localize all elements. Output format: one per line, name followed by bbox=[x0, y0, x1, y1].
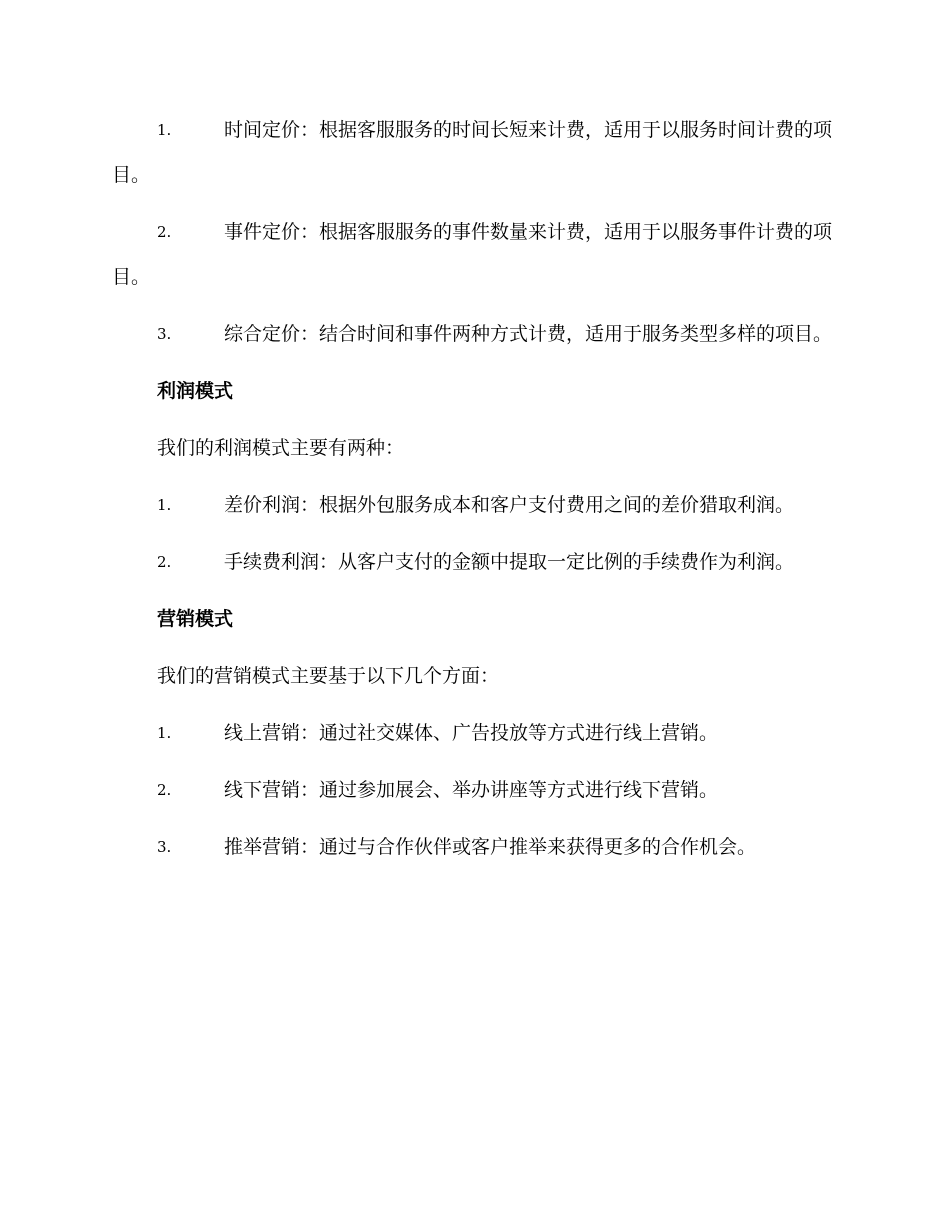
list-item bbox=[112, 483, 834, 528]
marketing-model-section bbox=[112, 597, 834, 870]
profit-model-section bbox=[112, 369, 834, 585]
list-item bbox=[112, 768, 834, 813]
list-number: 3. bbox=[157, 838, 172, 856]
section-intro: 我们的营销模式主要基于以下几个方面： bbox=[157, 665, 500, 687]
section-intro: 我们的利润模式主要有两种： bbox=[157, 437, 405, 459]
list-item bbox=[112, 825, 834, 870]
list-item-text: 线下营销：通过参加展会、举办讲座等方式进行线下营销。 bbox=[224, 779, 719, 801]
list-item-text: 线上营销：通过社交媒体、广告投放等方式进行线上营销。 bbox=[224, 722, 719, 744]
list-item-text: 事件定价：根据客服服务的事件数量来计费，适用于以服务事件计费的项目。 bbox=[112, 221, 833, 288]
list-number: 1. bbox=[157, 121, 172, 139]
list-item-text: 时间定价：根据客服服务的时间长短来计费，适用于以服务时间计费的项目。 bbox=[112, 119, 833, 186]
list-item bbox=[112, 540, 834, 585]
list-item-text: 差价利润：根据外包服务成本和客户支付费用之间的差价猎取利润。 bbox=[224, 494, 795, 516]
list-item-text: 推举营销：通过与合作伙伴或客户推举来获得更多的合作机会。 bbox=[224, 836, 757, 858]
list-item bbox=[112, 108, 834, 198]
list-number: 2. bbox=[157, 223, 172, 241]
list-number: 2. bbox=[157, 553, 172, 571]
list-number: 1. bbox=[157, 496, 172, 514]
list-item-text: 手续费利润：从客户支付的金额中提取一定比例的手续费作为利润。 bbox=[224, 551, 795, 573]
section-heading: 利润模式 bbox=[157, 380, 234, 402]
list-number: 1. bbox=[157, 724, 172, 742]
list-item bbox=[112, 210, 834, 300]
list-number: 2. bbox=[157, 781, 172, 799]
list-item bbox=[112, 711, 834, 756]
section-heading: 营销模式 bbox=[157, 608, 234, 630]
pricing-list bbox=[112, 108, 834, 357]
list-number: 3. bbox=[157, 325, 172, 343]
document-body bbox=[112, 108, 834, 882]
list-item-text: 综合定价：结合时间和事件两种方式计费，适用于服务类型多样的项目。 bbox=[224, 323, 833, 345]
list-item bbox=[112, 312, 834, 357]
